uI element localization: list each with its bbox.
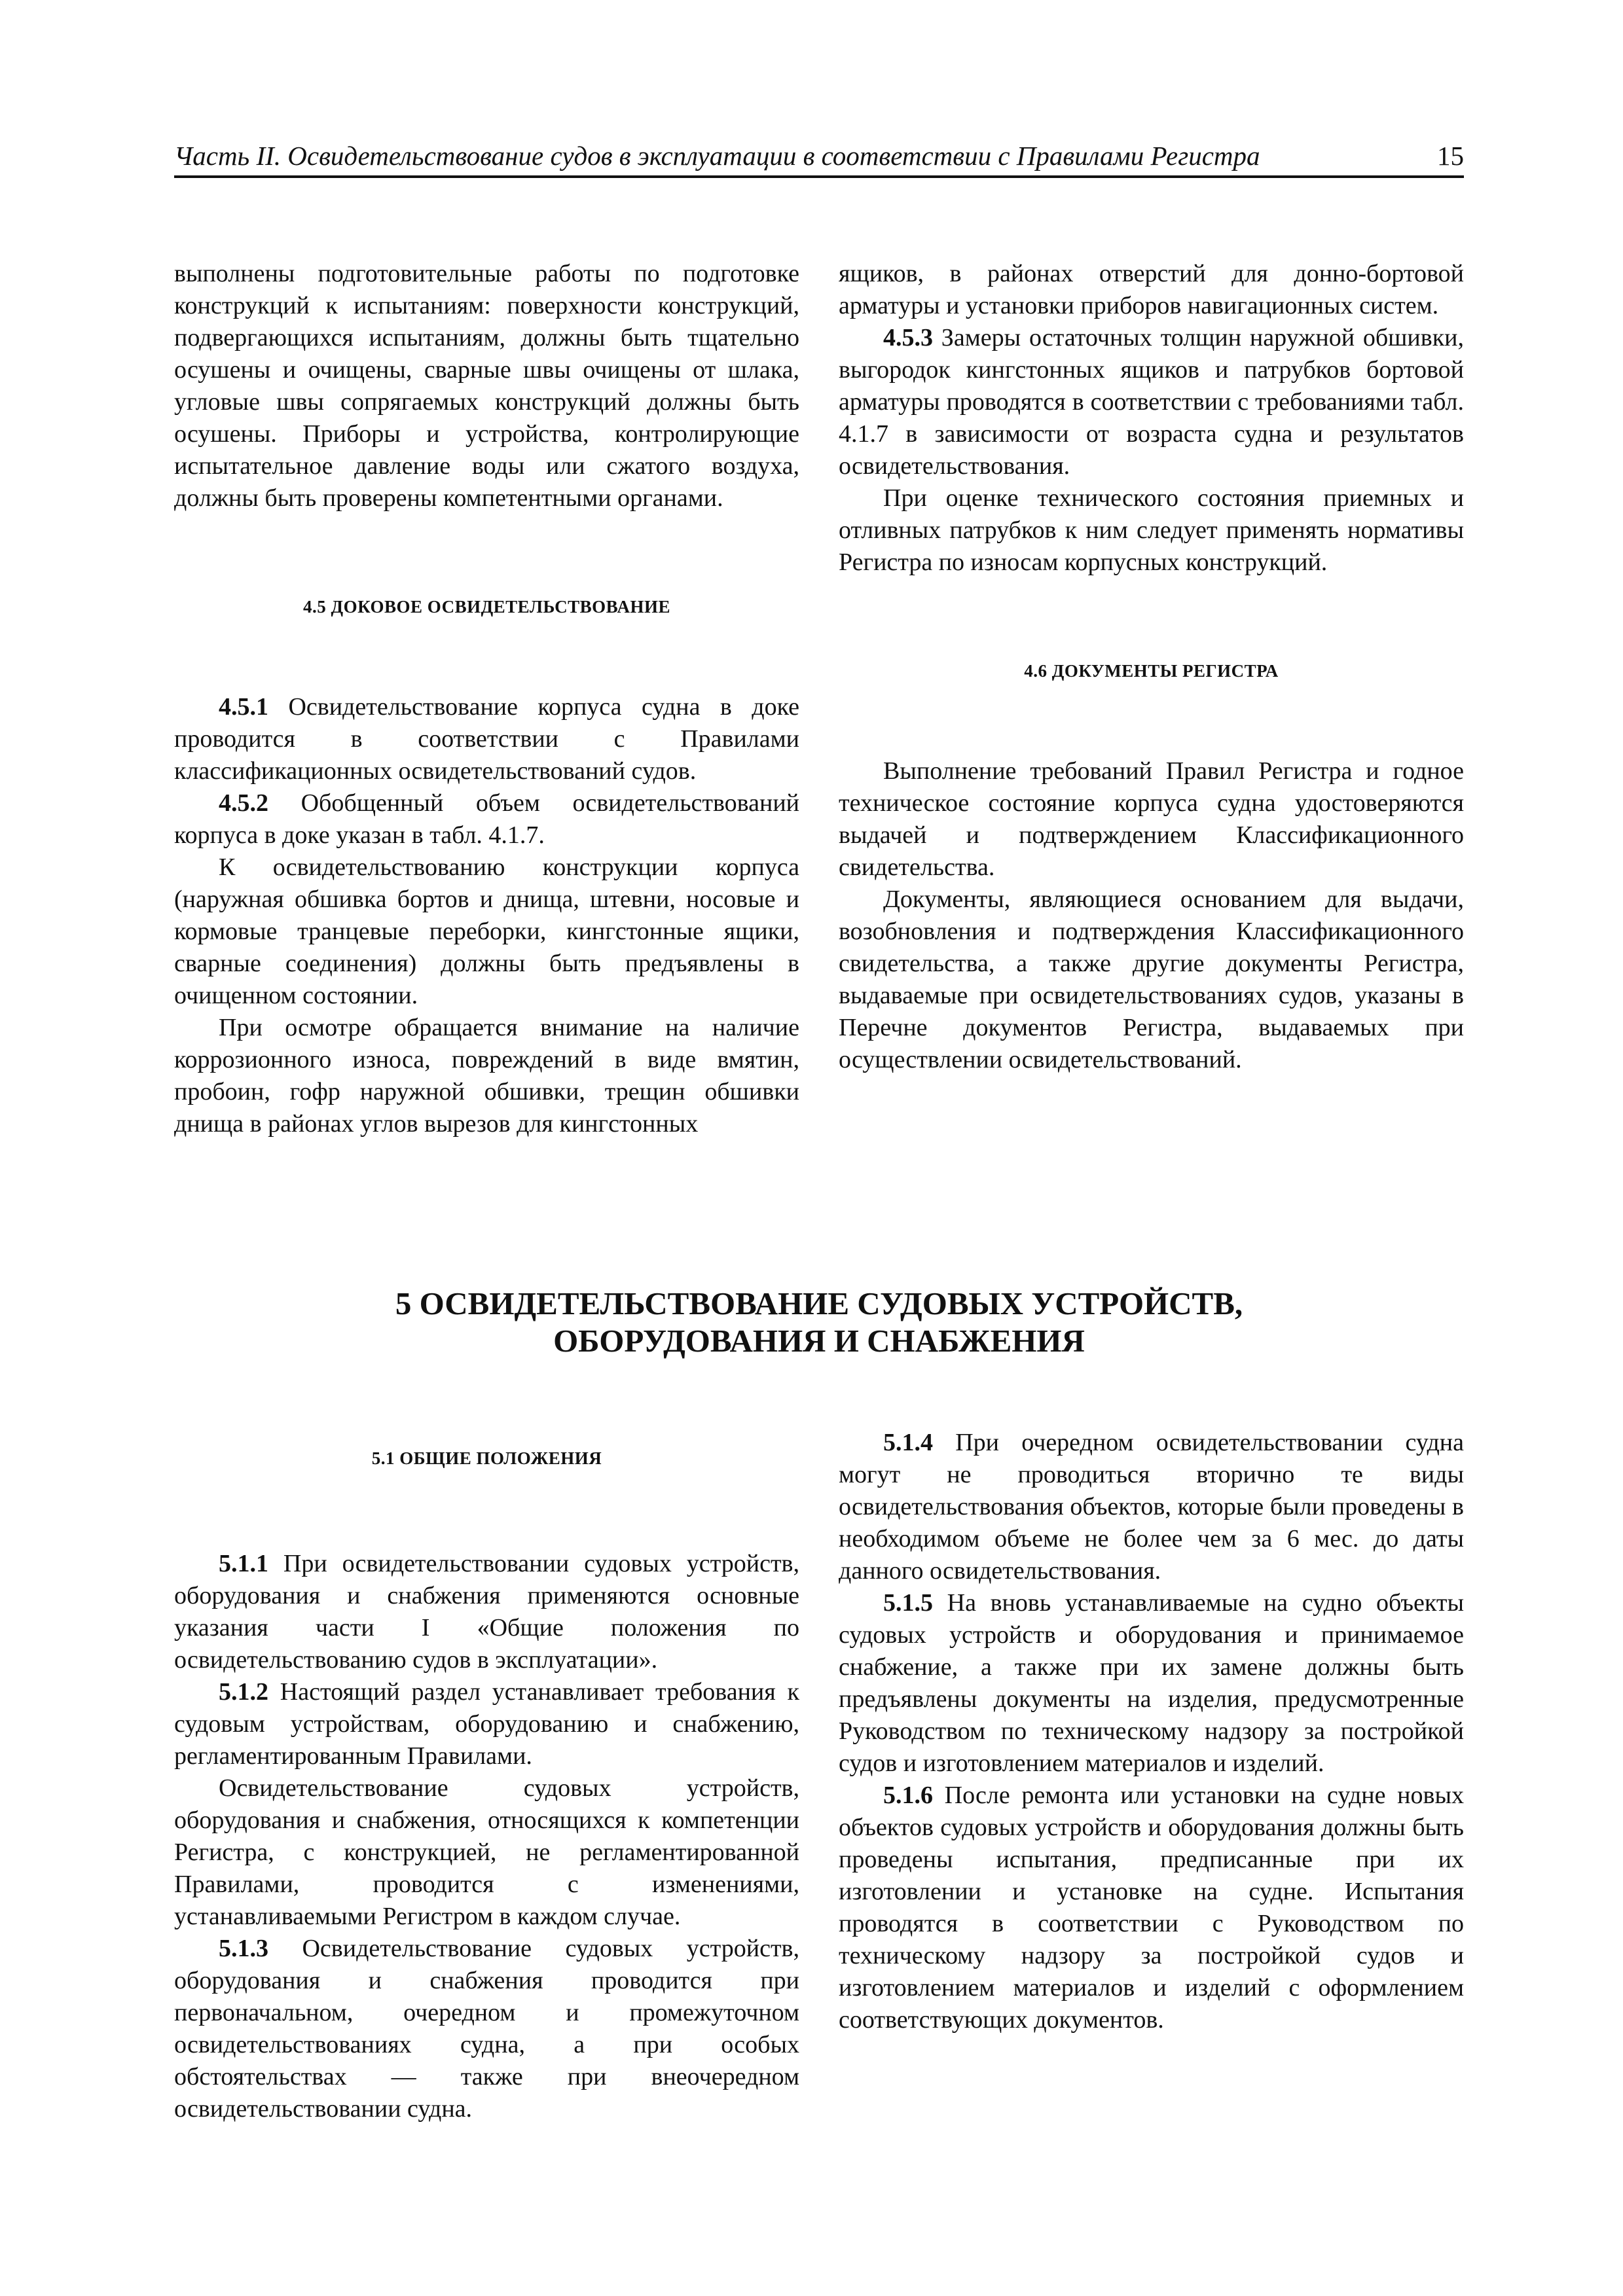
upper-left-column [174,258,799,1140]
paragraph-5-1-3: 5.1.3 Освидетельствование судовых устройств, оборудования и снабжения проводится при первоначальном, очередном и промежуточном освидетельствованиях судна, а при особых обстоятельствах — также при внеочередном освидетельствовании судна. [174,1935,799,2123]
paragraph: ящиков, в районах отверстий для донно-бортовой арматуры и установки приборов навигационных систем. [839,260,1464,319]
paragraph-5-1-5: 5.1.5 На вновь устанавливаемые на судно объекты судовых устройств и оборудования и принимаемое снабжение, а также при их замене должны быть предъявлены документы на изделия, предусмотренные Руководством по техническому надзору за постройкой судов и изготовлением материалов и изделий. [839,1589,1464,1777]
paragraph-5-1-1: 5.1.1 При освидетельствовании судовых устройств, оборудования и снабжения применяются основные указания части I «Общие положения по освидетельствованию судов в эксплуатации». [174,1550,799,1674]
clause-number: 5.1.5 [883,1589,933,1617]
section-heading-4-6: 4.6 ДОКУМЕНТЫ РЕГИСТРА [1024,661,1279,681]
clause-number: 4.5.2 [219,789,268,817]
paragraph: Освидетельствование судовых устройств, оборудования и снабжения, относящихся к компетенции Регистра, с конструкцией, не регламентированной Правилами, проводится с изменениями, устанавливаемыми Регистром в каждом случае. [174,1774,799,1930]
paragraph: выполнены подготовительные работы по подготовке конструкций к испытаниям: поверхности конструкций, подвергающихся испытаниям, должны быть тщательно осушены и очищены, сварные швы очищены от шлака, угловые швы сопрягаемых конструкций должны быть осушены. Приборы и устройства, контролирующие испытательное давление воды или сжатого воздуха, должны быть проверены компетентными органами. [174,260,799,512]
paragraph-5-1-2: 5.1.2 Настоящий раздел устанавливает требования к судовым устройствам, оборудованию и снабжению, регламентированным Правилами. [174,1678,799,1770]
paragraph: Документы, являющиеся основанием для выдачи, возобновления и подтверждения Классификационного свидетельства, а также другие документы Регистра, выдаваемые при освидетельствованиях судов, указаны в Перечне документов Регистра, выдаваемых при осуществлении освидетельствований. [839,886,1464,1073]
section-heading-5-1: 5.1 ОБЩИЕ ПОЛОЖЕНИЯ [371,1448,602,1468]
paragraph: При осмотре обращается внимание на наличие коррозионного износа, повреждений в виде вмятин, пробоин, гофр наружной обшивки, трещин обшивки днища в районах углов вырезов для кингстонных [174,1014,799,1138]
header-rule [174,175,1464,178]
clause-number: 5.1.6 [883,1782,933,1809]
clause-number: 4.5.1 [219,693,268,721]
section-heading-4-5: 4.5 ДОКОВОЕ ОСВИДЕТЕЛЬСТВОВАНИЕ [303,597,670,617]
clause-number: 5.1.3 [219,1935,268,1962]
clause-number: 5.1.1 [219,1550,268,1577]
paragraph: К освидетельствованию конструкции корпуса (наружная обшивка бортов и днища, штевни, носовые и кормовые транцевые переборки, кингстонные ящики, сварные соединения) должны быть предъявлены в очищенном состоянии. [174,853,799,1009]
clause-number: 5.1.4 [883,1429,933,1456]
upper-right-column [839,258,1464,1076]
page-header [174,139,1464,178]
clause-number: 4.5.3 [883,324,933,351]
lower-left-column [174,1440,799,2125]
paragraph-5-1-6: 5.1.6 После ремонта или установки на судне новых объектов судовых устройств и оборудования должны быть проведены испытания, предписанные при их изготовлении и установке на судне. Испытания проводятся в соответствии с Руководством по техническому надзору за постройкой судов и изготовлением материалов и изделий с оформлением соответствующих документов. [839,1782,1464,2034]
paragraph-4-5-2: 4.5.2 Обобщенный объем освидетельствований корпуса в доке указан в табл. 4.1.7. [174,789,799,849]
clause-number: 5.1.2 [219,1678,268,1706]
chapter-title [174,1285,1464,1359]
paragraph: Выполнение требований Правил Регистра и годное техническое состояние корпуса судна удостоверяются выдачей и подтверждением Классификационного свидетельства. [839,757,1464,881]
running-title: Часть II. Освидетельствование судов в эксплуатации в соответствии с Правилами Регистра [174,141,1260,171]
chapter-title-line-1: 5 ОСВИДЕТЕЛЬСТВОВАНИЕ СУДОВЫХ УСТРОЙСТВ, [395,1285,1243,1321]
chapter-title-line-2: ОБОРУДОВАНИЯ И СНАБЖЕНИЯ [553,1323,1085,1359]
paragraph-4-5-3: 4.5.3 Замеры остаточных толщин наружной обшивки, выгородок кингстонных ящиков и патрубков бортовой арматуры проводятся в соответствии с требованиями табл. 4.1.7 в зависимости от возраста судна и результатов освидетельствования. [839,324,1464,480]
paragraph-4-5-1: 4.5.1 Освидетельствование корпуса судна в доке проводится в соответствии с Правилами классификационных освидетельствований судов. [174,693,799,785]
page-number: 15 [1437,141,1464,171]
paragraph-5-1-4: 5.1.4 При очередном освидетельствовании судна могут не проводиться вторично те виды освидетельствования объектов, которые были проведены в необходимом объеме не более чем за 6 мес. до даты данного освидетельствования. [839,1429,1464,1585]
lower-right-column [839,1427,1464,2036]
paragraph: При оценке технического состояния приемных и отливных патрубков к ним следует применять нормативы Регистра по износам корпусных конструкций. [839,484,1464,576]
